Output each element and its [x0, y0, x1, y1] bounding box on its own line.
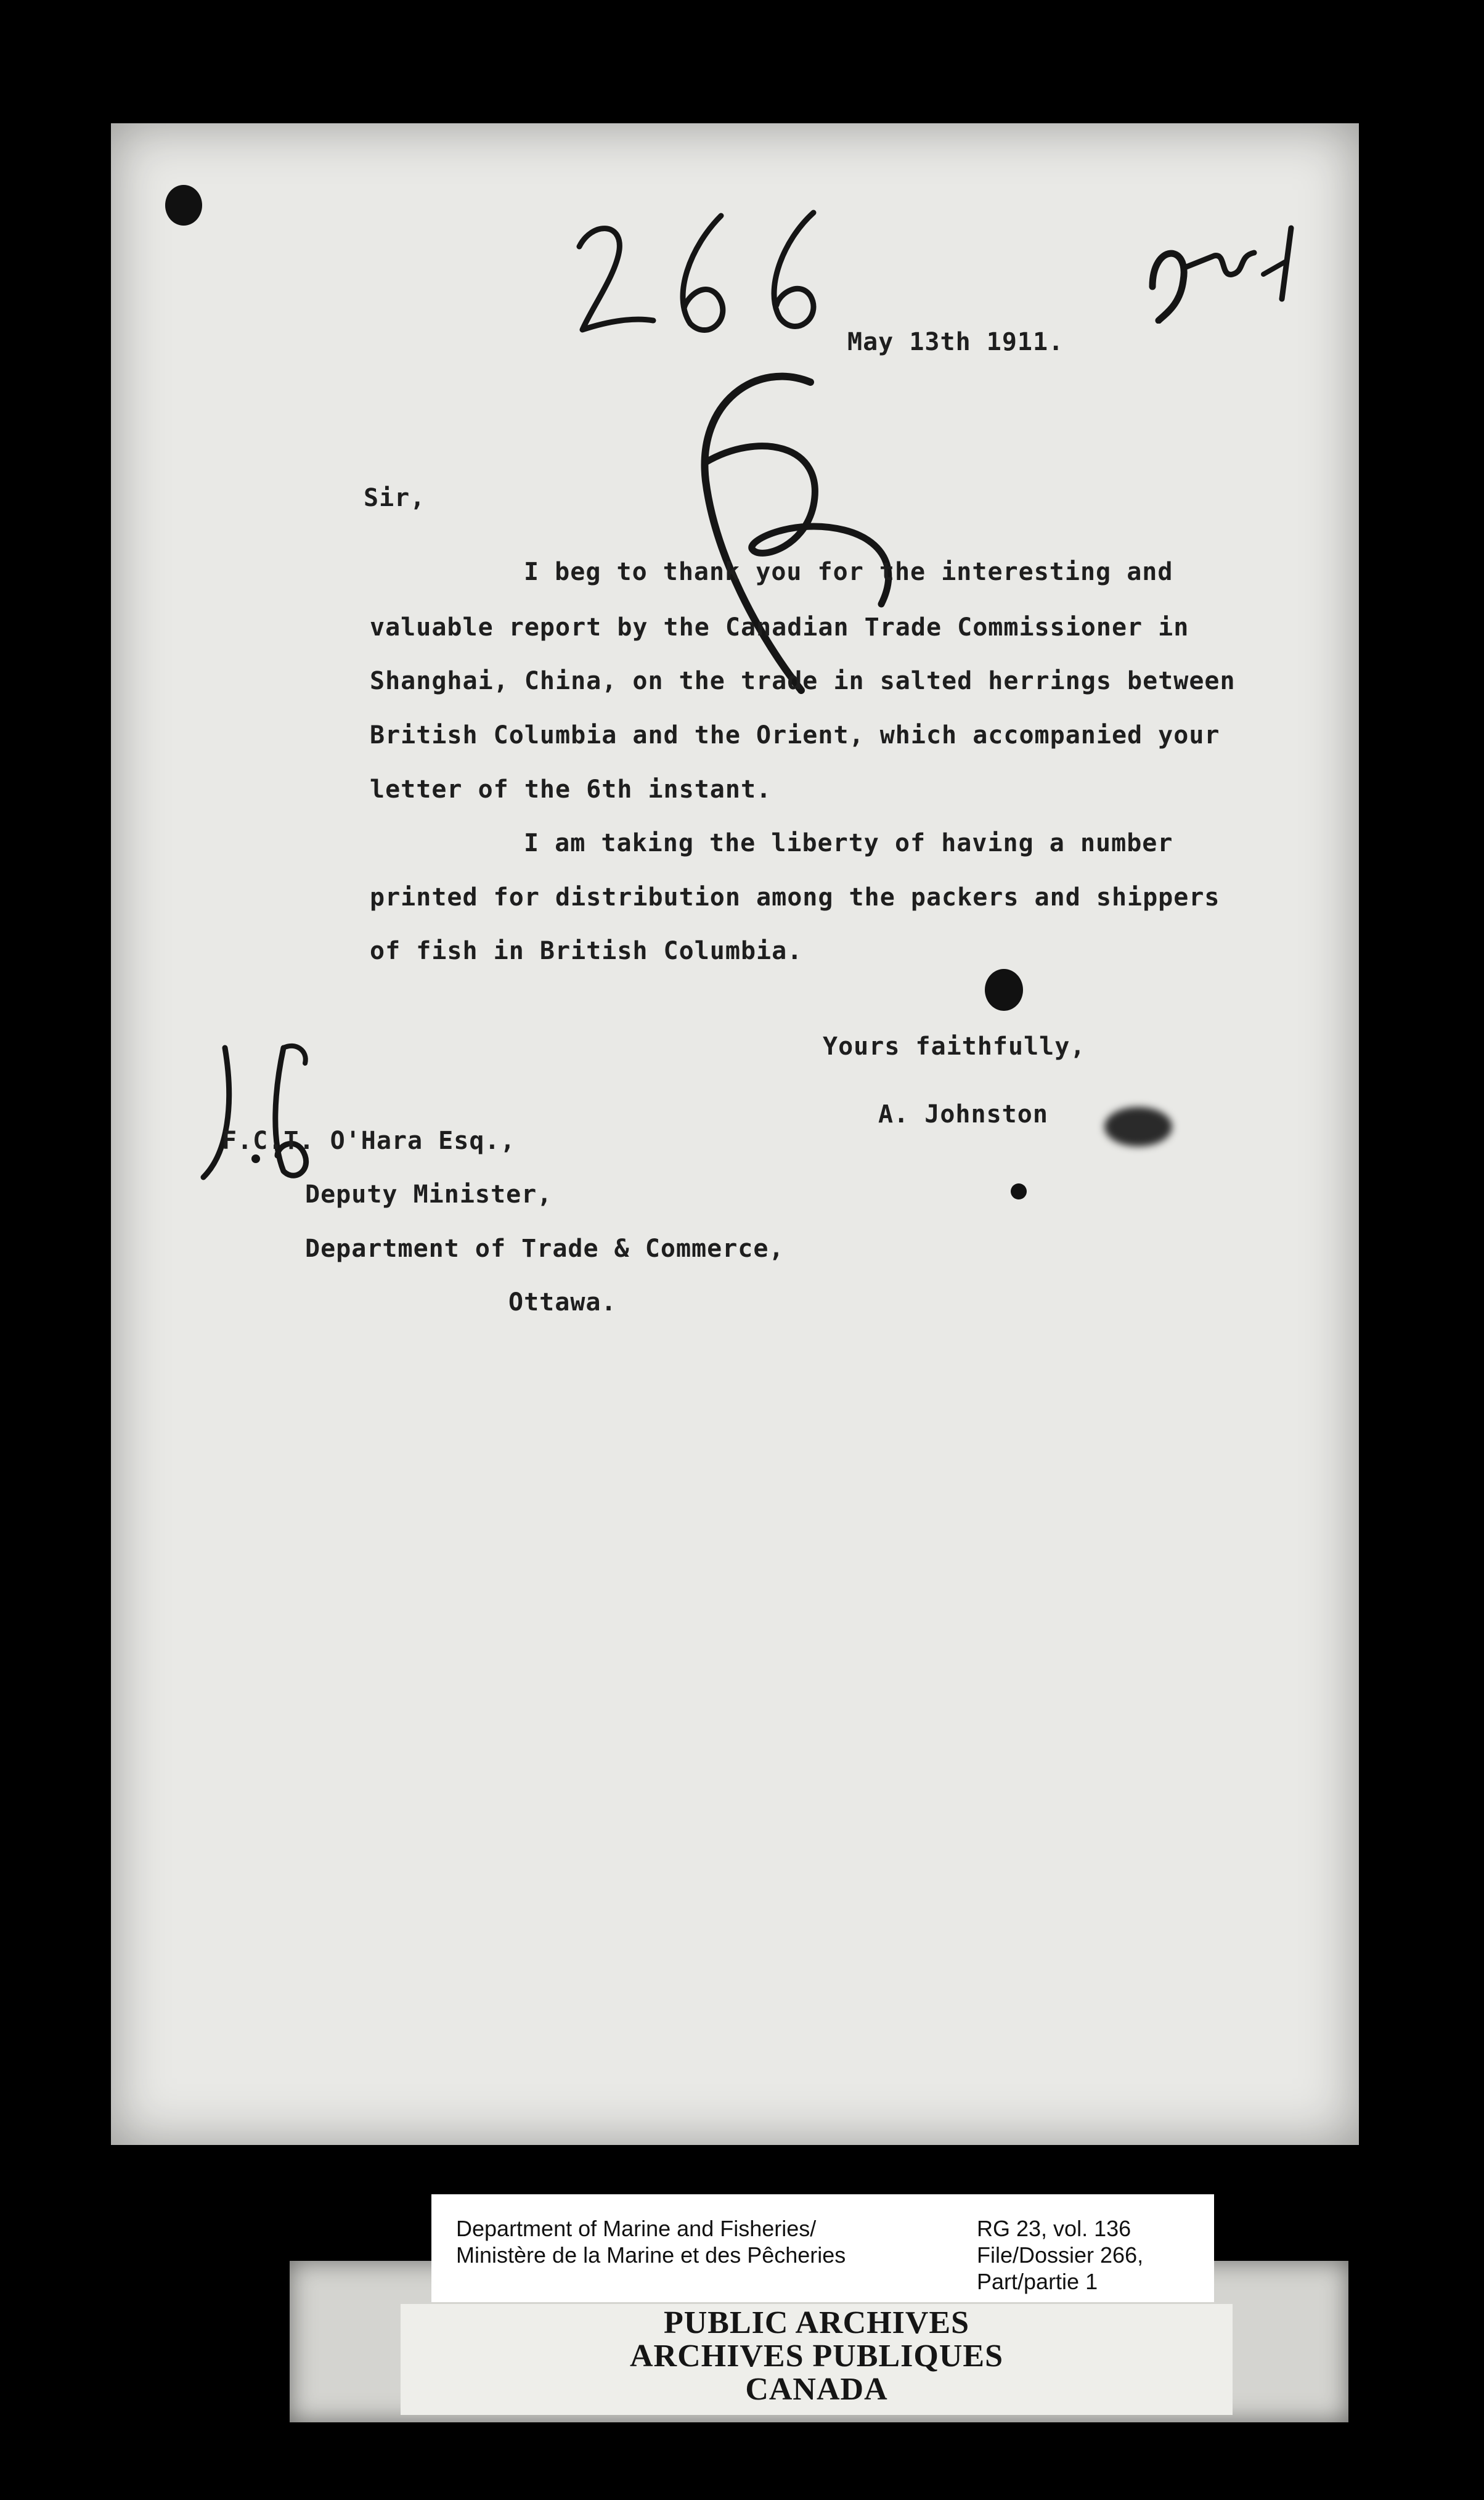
letter-body [111, 123, 1359, 2145]
caption-department-fr: Ministère de la Marine et des Pêcheries [456, 2242, 846, 2268]
addressee-name: F.C.T. O'Hara Esq., [222, 1127, 516, 1155]
letter-signature: A. Johnston [878, 1100, 1048, 1129]
ink-blot [985, 969, 1023, 1011]
addressee-department: Department of Trade & Commerce, [305, 1235, 785, 1263]
handwritten-large-mark [659, 364, 918, 709]
archive-label [401, 2304, 1233, 2415]
caption-ref-line-2: File/Dossier 266, [977, 2242, 1144, 2268]
letter-page [111, 123, 1359, 2145]
addressee-title: Deputy Minister, [305, 1180, 553, 1209]
caption-department-en: Department of Marine and Fisheries/ [456, 2216, 817, 2241]
caption-reference [977, 2215, 1143, 2295]
archive-caption [431, 2194, 1214, 2302]
letter-line-4: British Columbia and the Orient, which accompanied your [370, 721, 1220, 750]
handwritten-mark-top-right [1140, 219, 1307, 324]
addressee-city: Ottawa. [508, 1288, 617, 1317]
archive-label-line-1: PUBLIC ARCHIVES [663, 2305, 970, 2340]
letter-closing: Yours faithfully, [823, 1032, 1086, 1061]
caption-ref-line-3: Part/partie 1 [977, 2269, 1098, 2294]
letter-line-2: valuable report by the Canadian Trade Commissioner in [370, 613, 1189, 642]
archive-label-line-3: CANADA [745, 2372, 888, 2407]
ink-smudge [1104, 1107, 1172, 1146]
letter-line-8: of fish in British Columbia. [370, 937, 803, 965]
caption-department [456, 2215, 846, 2268]
letter-line-6: I am taking the liberty of having a number [524, 829, 1173, 857]
punch-hole [165, 185, 202, 226]
letter-line-7: printed for distribution among the packers and shippers [370, 883, 1220, 912]
letter-line-3: Shanghai, China, on the trade in salted herrings between [370, 667, 1236, 695]
letter-line-1: I beg to thank you for the interesting and [524, 558, 1173, 586]
caption-ref-line-1: RG 23, vol. 136 [977, 2216, 1131, 2241]
handwritten-file-number [567, 203, 838, 345]
letter-date: May 13th 1911. [847, 328, 1064, 356]
handwritten-initials [191, 1029, 333, 1190]
archive-label-line-2: ARCHIVES PUBLIQUES [629, 2339, 1004, 2374]
letter-salutation: Sir, [364, 484, 426, 512]
ink-spot [1011, 1183, 1027, 1199]
letter-line-5: letter of the 6th instant. [370, 775, 772, 804]
